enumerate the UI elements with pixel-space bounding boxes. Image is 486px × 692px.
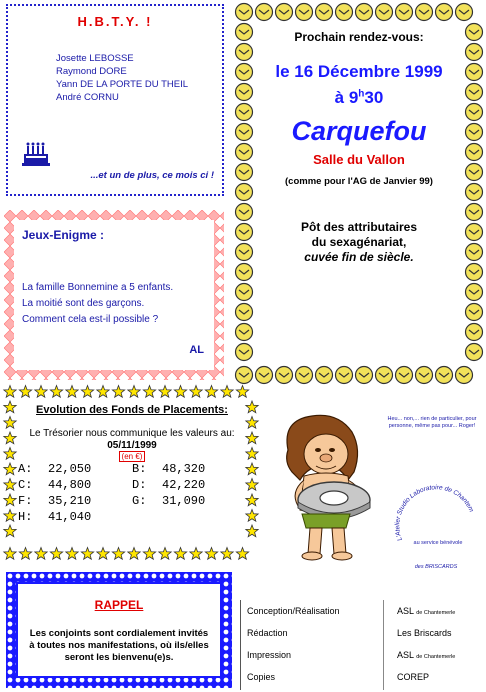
star-icon bbox=[35, 386, 47, 398]
clock-icon bbox=[236, 24, 253, 41]
clock-icon bbox=[236, 244, 253, 261]
star-icon bbox=[159, 386, 171, 398]
clock-icon bbox=[236, 184, 253, 201]
clock-icon bbox=[466, 84, 483, 101]
funds-unit: (en €) bbox=[16, 452, 248, 461]
list-item: André CORNU bbox=[56, 92, 119, 103]
star-icon bbox=[143, 386, 155, 398]
clock-icon bbox=[236, 264, 253, 281]
birthday-cake-icon bbox=[22, 142, 50, 168]
star-icon bbox=[50, 548, 62, 560]
funds-date: 05/11/1999 bbox=[107, 440, 157, 451]
star-icon bbox=[4, 494, 16, 506]
svg-text:L'Atelier Studio Laboratoire d bbox=[388, 478, 475, 542]
meeting-venue: Salle du Vallon bbox=[313, 152, 405, 167]
meeting-box bbox=[234, 2, 484, 385]
clock-icon bbox=[466, 144, 483, 161]
star-icon bbox=[4, 401, 16, 413]
birthday-box bbox=[6, 4, 224, 196]
puzzle-content bbox=[14, 220, 214, 370]
star-icon bbox=[4, 525, 16, 537]
star-icon bbox=[205, 548, 217, 560]
atelier-des: des BRISCARDS bbox=[414, 564, 458, 570]
credits-table bbox=[240, 600, 484, 690]
clock-icon bbox=[466, 224, 483, 241]
clock-icon bbox=[236, 224, 253, 241]
star-icon bbox=[174, 386, 186, 398]
atelier-service: au service bénévole bbox=[413, 540, 463, 546]
star-icon bbox=[236, 548, 248, 560]
meeting-content bbox=[262, 2, 456, 385]
reminder-title: RAPPEL bbox=[94, 598, 144, 612]
clock-icon bbox=[236, 284, 253, 301]
clock-icon bbox=[466, 284, 483, 301]
birthday-footer: ...et un de plus, ce mois ci ! bbox=[90, 170, 214, 181]
star-icon bbox=[4, 386, 16, 398]
atelier-arc-text: L'Atelier Studio Laboratoire de Chantem bbox=[394, 484, 475, 542]
star-icon bbox=[66, 548, 78, 560]
puzzle-signature: AL bbox=[189, 344, 204, 356]
clock-icon bbox=[466, 24, 483, 41]
reminder-box bbox=[6, 572, 232, 688]
star-icon bbox=[66, 386, 78, 398]
clock-icon bbox=[236, 324, 253, 341]
table-row: Impression ASL de Chantemerle bbox=[247, 650, 456, 660]
caveman-illustration bbox=[268, 410, 386, 562]
star-icon bbox=[81, 386, 93, 398]
clock-icon bbox=[236, 304, 253, 321]
star-icon bbox=[19, 386, 31, 398]
star-icon bbox=[190, 548, 202, 560]
atelier-stamp bbox=[388, 478, 484, 574]
clock-icon bbox=[236, 84, 253, 101]
reminder-text: Les conjoints sont cordialement invités à toutes nos manifestations, où ils/elles seront les bienvenu(e)s. bbox=[29, 628, 209, 663]
funds-table bbox=[16, 461, 244, 525]
star-icon bbox=[143, 548, 155, 560]
table-row: Conception/Réalisation ASL de Chantemerle bbox=[247, 606, 456, 616]
star-icon bbox=[236, 386, 248, 398]
puzzle-line: La moitié sont des garçons. bbox=[22, 298, 145, 309]
reminder-content bbox=[16, 582, 222, 678]
star-icon bbox=[35, 548, 47, 560]
star-icon bbox=[112, 386, 124, 398]
birthday-title: H.B.T.Y. ! bbox=[77, 14, 153, 29]
side-note: Heu... non,... rien de particulier, pour personne, même pas pour... Roger! bbox=[387, 416, 477, 429]
table-row: H: 41,040 bbox=[18, 510, 92, 524]
star-icon bbox=[128, 548, 140, 560]
clock-icon bbox=[466, 244, 483, 261]
funds-box bbox=[2, 384, 260, 562]
list-item: Raymond DORE bbox=[56, 66, 127, 77]
star-icon bbox=[97, 548, 109, 560]
clock-icon bbox=[236, 204, 253, 221]
clock-icon bbox=[236, 344, 253, 361]
clock-icon bbox=[466, 124, 483, 141]
clock-icon bbox=[466, 344, 483, 361]
clock-icon bbox=[236, 144, 253, 161]
star-icon bbox=[128, 386, 140, 398]
clock-icon bbox=[466, 184, 483, 201]
clock-icon bbox=[456, 367, 473, 384]
puzzle-box bbox=[4, 210, 224, 380]
clock-icon bbox=[466, 164, 483, 181]
clock-icon bbox=[466, 264, 483, 281]
star-icon bbox=[4, 510, 16, 522]
list-item: Yann DE LA PORTE DU THEIL bbox=[56, 79, 188, 90]
clock-icon bbox=[236, 4, 253, 21]
meeting-note: (comme pour l'AG de Janvier 99) bbox=[285, 176, 433, 187]
table-row: F: 35,210 G: 31,090 bbox=[18, 494, 206, 508]
star-icon bbox=[4, 479, 16, 491]
meeting-heading: Prochain rendez-vous: bbox=[294, 30, 424, 44]
meeting-city: Carquefou bbox=[291, 116, 427, 146]
table-row: C: 44,800 D: 42,220 bbox=[18, 478, 206, 492]
clock-icon bbox=[466, 104, 483, 121]
star-icon bbox=[221, 548, 233, 560]
meeting-time: à 9$^h$30 bbox=[334, 88, 384, 107]
funds-intro: Le Trésorier nous communique les valeurs au: bbox=[29, 428, 235, 439]
clock-icon bbox=[466, 304, 483, 321]
clock-icon bbox=[236, 104, 253, 121]
table-row: Rédaction Les Briscards bbox=[247, 628, 452, 638]
clock-icon bbox=[236, 64, 253, 81]
star-icon bbox=[4, 548, 16, 560]
star-icon bbox=[19, 548, 31, 560]
clock-icon bbox=[236, 164, 253, 181]
star-icon bbox=[205, 386, 217, 398]
star-icon bbox=[50, 386, 62, 398]
table-row: Copies COREP bbox=[247, 672, 430, 682]
table-row: A: 22,050 B: 48,320 bbox=[18, 462, 206, 476]
clock-icon bbox=[466, 204, 483, 221]
star-icon bbox=[221, 386, 233, 398]
clock-icon bbox=[466, 64, 483, 81]
star-icon bbox=[4, 448, 16, 460]
star-icon bbox=[97, 386, 109, 398]
clock-icon bbox=[466, 324, 483, 341]
clock-icon bbox=[236, 124, 253, 141]
star-icon bbox=[190, 386, 202, 398]
list-item: Josette LEBOSSE bbox=[56, 53, 134, 64]
puzzle-text bbox=[22, 280, 173, 328]
star-icon bbox=[4, 463, 16, 475]
star-icon bbox=[112, 548, 124, 560]
funds-content bbox=[16, 402, 248, 525]
star-icon bbox=[4, 432, 16, 444]
star-icon bbox=[174, 548, 186, 560]
puzzle-line: La famille Bonnemine a 5 enfants. bbox=[22, 282, 174, 293]
meeting-pot: Pôt des attributaires du sexagénariat, cuvée fin de siècle. bbox=[300, 220, 418, 264]
puzzle-line: Comment cela est-il possible ? bbox=[22, 314, 159, 325]
star-icon bbox=[246, 525, 258, 537]
star-icon bbox=[81, 548, 93, 560]
clock-icon bbox=[456, 4, 473, 21]
clock-icon bbox=[236, 44, 253, 61]
clock-icon bbox=[236, 367, 253, 384]
birthday-names-list bbox=[56, 52, 188, 104]
funds-title: Evolution des Fonds de Placements: bbox=[36, 404, 228, 416]
clock-icon bbox=[466, 44, 483, 61]
star-icon bbox=[4, 417, 16, 429]
puzzle-title: Jeux-Enigme : bbox=[22, 228, 105, 242]
meeting-date: le 16 Décembre 1999 bbox=[275, 62, 443, 81]
star-icon bbox=[159, 548, 171, 560]
